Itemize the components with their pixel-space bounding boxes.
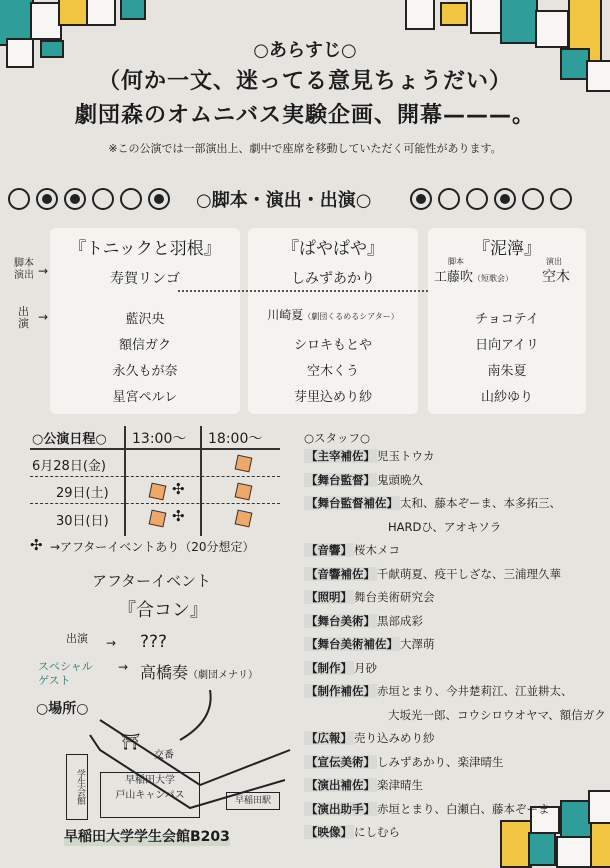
date-label: 29日(土) — [56, 486, 109, 501]
after-event-heading: アフターイベント — [92, 572, 211, 590]
section-title: ○脚本・演出・出演○ — [196, 190, 372, 211]
staff-name: しみずあかり、楽津晴生 — [377, 754, 504, 769]
staff-row — [304, 472, 423, 488]
staff-row — [304, 660, 377, 676]
staff-role: 【主宰補佐】 — [306, 449, 375, 463]
label-writer-director: 脚本 演出 — [14, 258, 34, 281]
play-director: 空木 — [542, 269, 570, 285]
staff-name: 赤垣とまり、白瀬白、藤本ぞーま — [377, 801, 550, 816]
toyama-campus-box: 早稲田大学 戸山キャンパス — [100, 772, 200, 818]
staff-row — [304, 448, 435, 464]
time-slot: 18:00〜 — [208, 431, 263, 447]
play-title: 『トニックと羽根』 — [69, 239, 221, 259]
staff-role: 【舞台監督補佐】 — [306, 496, 398, 510]
play-writer: しみずあかり — [291, 271, 375, 287]
play-title: 『ぱやぱや』 — [282, 239, 384, 259]
staff-row — [304, 683, 573, 699]
pinwheel-icon: ✣ — [30, 536, 43, 554]
cast-member: 川崎夏（劇団くるめるシアター） — [267, 308, 399, 322]
staff-role: 【舞台美術】 — [306, 613, 375, 628]
staff-name: 太和、藤本ぞーま、本多拓三、 — [400, 496, 561, 510]
staff-role: 【舞台美術補佐】 — [306, 637, 398, 651]
station-box: 早稲田駅 — [226, 792, 280, 810]
time-slot: 13:00〜 — [132, 431, 187, 447]
special-guest: 高橋奏（劇団メナリ） — [140, 663, 259, 682]
arrow-icon: → — [38, 310, 49, 324]
staff-row — [304, 754, 504, 770]
cast-member: 藍沢央 — [125, 312, 165, 327]
performance-marker — [235, 483, 253, 501]
cast-member: 額信ガク — [118, 338, 171, 353]
staff-name: 月砂 — [354, 660, 377, 675]
staff-role: 【映像】 — [306, 825, 352, 839]
director-label: 演出 — [546, 257, 562, 266]
after-event-cast-label: 出演 — [66, 632, 88, 645]
staff-row — [304, 589, 435, 605]
synopsis-line-2: 劇団森のオムニバス実験企画、開幕———。 — [74, 103, 535, 128]
staff-row — [304, 542, 400, 558]
staff-name: 鬼頭晩久 — [377, 472, 423, 487]
date-label: 6月28日(金) — [32, 459, 106, 474]
shrine-icon: ⛩ — [120, 732, 141, 751]
after-event-cast: ??? — [140, 632, 168, 652]
cast-member: シロキもとや — [293, 338, 372, 353]
staff-name: にしむら — [354, 825, 400, 839]
staff-role: 【演出助手】 — [306, 801, 375, 816]
writer-label: 脚本 — [448, 257, 464, 266]
staff-row — [304, 613, 423, 629]
staff-role: 【制作補佐】 — [306, 684, 375, 698]
after-event-title: 『合コン』 — [118, 600, 208, 621]
staff-row — [304, 777, 423, 793]
cast-member: 永久もが奈 — [112, 364, 178, 379]
play-writer: 寿賀リンゴ — [110, 271, 180, 287]
venue-address: 早稲田大学学生会館B203 — [64, 826, 230, 846]
staff-name: 黒部成彩 — [377, 613, 423, 628]
play-writer: 工藤吹（短歌会） — [434, 270, 514, 285]
cast-member: 星宮ペルレ — [112, 390, 178, 405]
pinwheel-icon: ✣ — [172, 480, 185, 498]
staff-row — [304, 801, 550, 817]
staff-role: 【広報】 — [306, 731, 352, 745]
cast-member: 山紗ゆり — [480, 390, 533, 405]
staff-name: 大澤萌 — [400, 637, 435, 651]
koban-label: 交番 — [154, 750, 174, 761]
staff-name: 児玉トウカ — [377, 449, 435, 463]
cast-member: チョコテイ — [475, 312, 539, 327]
performance-marker — [235, 455, 253, 473]
staff-name: 千献萌夏、疫干しざな、三浦理久華 — [377, 566, 561, 581]
staff-name: 桜木メコ — [354, 543, 400, 557]
staff-role: 【音響補佐】 — [306, 566, 375, 581]
play-card-1 — [50, 228, 240, 414]
arrow-icon: → — [38, 264, 49, 278]
cast-member: 空木くう — [306, 364, 359, 379]
student-hall-box: 学生会館 — [66, 754, 88, 820]
staff-role: 【宣伝美術】 — [306, 754, 375, 769]
play-title: 『泥濘』 — [473, 239, 541, 259]
staff-row — [304, 566, 561, 582]
staff-role: 【演出補佐】 — [306, 778, 375, 792]
schedule-heading: ○公演日程○ — [32, 432, 107, 447]
divider — [178, 290, 428, 292]
circle-row-right — [410, 188, 578, 210]
staff-role: 【制作】 — [306, 660, 352, 675]
staff-name: HARDひ、アオキソラ — [388, 519, 502, 534]
staff-heading: ○スタッフ○ — [304, 431, 371, 445]
staff-name: 舞台美術研究会 — [354, 590, 435, 604]
performance-marker — [149, 483, 167, 501]
special-guest-label: スペシャルゲスト — [38, 660, 93, 687]
staff-row — [388, 519, 501, 535]
staff-row — [304, 824, 400, 840]
staff-row — [388, 707, 606, 723]
staff-role: 【音響】 — [306, 543, 352, 557]
staff-row — [304, 636, 435, 652]
date-label: 30日(日) — [56, 514, 109, 529]
staff-role: 【照明】 — [306, 590, 352, 604]
staff-name: 大坂光一郎、コウシロウオヤマ、額信ガク — [388, 707, 606, 722]
cast-member: 芽里込めり紗 — [293, 390, 372, 405]
arrow-icon: → — [106, 636, 117, 650]
after-event-legend: →アフターイベントあり（20分想定） — [50, 540, 255, 554]
cast-member: 日向アイリ — [475, 338, 539, 353]
synopsis-heading: ○あらすじ○ — [253, 40, 357, 61]
staff-role: 【舞台監督】 — [306, 472, 375, 487]
performance-marker — [149, 510, 167, 528]
staff-name: 赤垣とまり、今井楚莉江、江並耕太、 — [377, 684, 573, 698]
staff-row — [304, 495, 561, 511]
cast-member: 南朱夏 — [487, 364, 527, 379]
label-cast: 出 演 — [18, 305, 29, 330]
arrow-icon: → — [118, 660, 129, 674]
seating-note: ※この公演では一部演出上、劇中で座席を移動していただく可能性があります。 — [108, 142, 502, 155]
circle-row-left — [8, 188, 176, 210]
performance-marker — [235, 510, 253, 528]
staff-name: 楽津晴生 — [377, 778, 423, 792]
venue-heading: ○場所○ — [36, 701, 89, 717]
synopsis-line-1: （何か一文、迷ってる意見ちょうだい） — [97, 69, 512, 94]
staff-name: 売り込みめり紗 — [354, 731, 435, 745]
play-card-3 — [428, 228, 586, 414]
staff-row — [304, 730, 435, 746]
play-card-2 — [248, 228, 418, 414]
pinwheel-icon: ✣ — [172, 507, 185, 525]
